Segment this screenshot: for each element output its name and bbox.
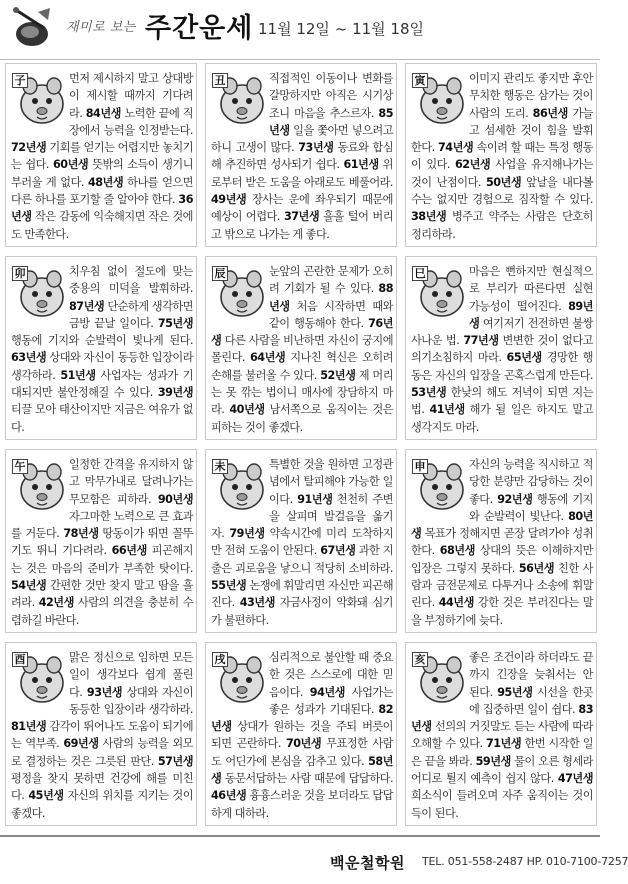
zodiac-cell xyxy=(205,642,397,826)
header-subtitle: 재미로 보는 xyxy=(66,20,136,35)
zodiac-cell xyxy=(5,642,197,826)
birth-year: 94년생 xyxy=(309,685,345,699)
birth-year: 87년생 xyxy=(69,299,105,313)
birth-year: 48년생 xyxy=(87,175,124,189)
page-footer xyxy=(0,835,628,884)
fortune-phrase: 간편한 것만 찾지 말고 땀을 흘려라. xyxy=(11,579,193,610)
fortune-phrase: 위로부터 받은 도움을 아래로도 베풀어라. xyxy=(211,158,393,189)
fortune-phrase: 가늘고 섬세한 것이 힘을 발휘한다. xyxy=(411,106,593,155)
fortune-phrase: 단순하게 생각하면 금방 끝날 일이다. xyxy=(69,299,193,330)
birth-year: 44년생 xyxy=(438,596,474,610)
fortune-phrase: 치우침 없이 절도에 맞는 중용의 미덕을 발휘하라. xyxy=(69,265,193,296)
fortune-phrase: 희소식이 들려오며 자주 움직이는 것이 득이 된다. xyxy=(411,789,593,820)
birth-year: 61년생 xyxy=(343,158,379,172)
fortune-phrase: 한낮의 해도 저녁이 되면 지는 법. xyxy=(411,386,593,417)
fortune-phrase: 친한 사람과 금전문제로 다투거나 소송에 휘말린다. xyxy=(411,561,593,610)
fortune-phrase: 자신의 위치를 지키는 것이 좋겠다. xyxy=(11,789,194,820)
fortune-phrase: 평정을 찾지 못하면 건강에 해를 미친다. xyxy=(11,772,193,803)
fortune-phrase: 기회를 얻기는 어렵지만 놓치기는 쉽다. xyxy=(11,141,193,172)
fortune-phrase: 논쟁에 휘말리면 자신만 피곤해진다. xyxy=(211,579,393,610)
zodiac-cell xyxy=(205,256,397,440)
birth-year: 72년생 xyxy=(11,141,47,155)
date-end: 11월 18일 xyxy=(352,20,425,38)
fortune-phrase: 속이려 할 때는 특정 행동이 있다. xyxy=(411,141,593,172)
fortune-phrase: 사업가는 좋은 성과가 기대된다. xyxy=(269,685,393,716)
birth-year: 49년생 xyxy=(211,193,247,207)
birth-year: 52년생 xyxy=(320,368,356,382)
zodiac-character: 巳 xyxy=(412,266,428,281)
zodiac-emblem xyxy=(210,263,268,321)
fortune-phrase: 여기저기 전전하면 불쌍사나운 법. xyxy=(411,316,593,348)
fortune-phrase: 물이 오른 형세라 어디로 튈지 예측이 쉽지 않다. xyxy=(411,754,593,786)
zodiac-cell xyxy=(205,449,397,633)
fortune-phrase: 작은 감동에 익숙해지면 작은 것에도 만족한다. xyxy=(11,210,193,241)
fortune-phrase: 선의의 거짓말도 듣는 사람에 따라 오해할 수 있다. xyxy=(411,720,593,751)
birth-year: 82년생 xyxy=(211,702,393,734)
birth-year: 91년생 xyxy=(297,492,333,506)
birth-year: 88년생 xyxy=(269,282,393,313)
ink-brush-icon xyxy=(8,4,56,50)
fortune-phrase: 상대가 원하는 것을 주되 버릇이 되면 곤란하다. xyxy=(211,720,393,751)
zodiac-emblem xyxy=(210,649,268,707)
date-separator: ~ xyxy=(334,20,348,38)
fortune-phrase: 행동에 기지와 순발력이 빛나게 된다. xyxy=(11,334,193,348)
fortune-phrase: 하나를 얻으면 다른 하나를 포기할 줄 알아야 한다. xyxy=(11,175,193,207)
zodiac-cell xyxy=(5,449,197,633)
birth-year: 51년생 xyxy=(60,368,96,382)
birth-year: 90년생 xyxy=(157,492,193,506)
fortune-phrase: 상대의 뜻은 이해하지만 입장은 그렇지 못하다. xyxy=(411,544,593,575)
fortune-phrase: 사람의 능력을 외모로 결정하는 것은 그릇된 판단. xyxy=(11,737,193,768)
fortune-phrase: 좋은 조건이라 하더라도 끝까지 긴장을 늦춰서는 안 된다. xyxy=(469,651,593,699)
fortune-phrase: 경망한 행동은 자신의 입장을 곤혹스럽게 만든다. xyxy=(411,351,593,382)
fortune-phrase: 시선을 한곳에 집중하면 일이 쉽다. xyxy=(469,685,593,716)
zodiac-character: 亥 xyxy=(412,652,428,667)
fortune-phrase: 처음 시작하면 때와 같이 행동해야 한다. xyxy=(269,299,393,330)
fortune-phrase: 남서쪽으로 움직이는 것은 피하는 것이 좋겠다. xyxy=(211,403,393,434)
birth-year: 65년생 xyxy=(506,351,542,365)
birth-year: 80년생 xyxy=(411,509,593,541)
fortune-phrase: 뜻밖의 소득이 생기니 부러울 게 없다. xyxy=(11,158,194,189)
fortune-phrase: 땅동이가 뛰면 꼴뚜기도 뛰니 기다려라. xyxy=(11,527,193,558)
fortune-phrase: 지나친 혁신은 오히려 손해를 불러올 수 있다. xyxy=(211,351,393,382)
fortune-phrase: 자신의 능력을 직시하고 적당한 분량만 감당하는 것이 좋다. xyxy=(469,458,593,506)
birth-year: 81년생 xyxy=(11,720,47,734)
fortune-phrase: 행동에 기지와 순발력이 빛난다. xyxy=(469,492,593,523)
fortune-phrase: 눈앞의 곤란한 문제가 오히려 기회가 될 수 있다. xyxy=(269,265,393,296)
birth-year: 86년생 xyxy=(532,106,568,120)
birth-year: 93년생 xyxy=(86,685,123,699)
zodiac-character: 午 xyxy=(12,459,28,474)
page-header xyxy=(0,0,600,60)
zodiac-character: 戌 xyxy=(212,652,228,667)
fortune-phrase: 직접적인 이동이나 변화를 갈망하지만 아직은 시기상조니 마음을 추스르자. xyxy=(269,72,393,120)
fortune-phrase: 다른 사람을 비난하면 자신이 궁지에 몰린다. xyxy=(211,334,393,365)
birth-year: 60년생 xyxy=(53,158,89,172)
birth-year: 36년생 xyxy=(11,193,193,224)
fortune-phrase: 동료와 합심해 추진하면 성사되기 쉽다. xyxy=(211,141,393,172)
birth-year: 63년생 xyxy=(11,351,47,365)
birth-year: 67년생 xyxy=(320,544,356,558)
zodiac-character: 申 xyxy=(412,459,428,474)
fortune-phrase: 앞날을 내다볼 수는 없지만 경험으로 짐작할 수 있다. xyxy=(411,175,593,207)
birth-year: 46년생 xyxy=(211,789,247,803)
fortune-phrase: 약속시간에 미리 도착하지만 전혀 도움이 안된다. xyxy=(211,527,393,558)
zodiac-character: 辰 xyxy=(212,266,228,281)
zodiac-character: 卯 xyxy=(12,266,28,281)
birth-year: 50년생 xyxy=(485,175,522,189)
date-start: 11월 12일 xyxy=(258,20,330,38)
zodiac-character: 子 xyxy=(12,73,28,88)
fortune-phrase: 특별한 것을 원하면 고정관념에서 탈피해야 가능한 일이다. xyxy=(269,458,393,506)
fortune-phrase: 상대와 자신이 동등한 입장이라 생각하라. xyxy=(11,351,193,382)
birth-year: 41년생 xyxy=(429,403,465,417)
zodiac-emblem xyxy=(410,70,468,128)
birth-year: 84년생 xyxy=(85,106,121,120)
zodiac-emblem xyxy=(10,649,68,707)
birth-year: 74년생 xyxy=(438,141,474,155)
fortune-phrase: 심리적으로 불안할 때 중요한 것은 스스로에 대한 믿음이다. xyxy=(269,651,393,699)
birth-year: 37년생 xyxy=(283,210,320,224)
zodiac-cell xyxy=(405,449,597,633)
fortune-phrase: 피곤해지는 것은 마음의 준비가 부족한 탓이다. xyxy=(11,544,193,575)
birth-year: 85년생 xyxy=(269,106,393,137)
fortune-phrase: 병주고 약주는 사람은 단호히 정리하라. xyxy=(411,210,593,241)
fortune-phrase: 강한 것은 부러진다는 말을 부정하기에 늦다. xyxy=(411,596,593,627)
birth-year: 56년생 xyxy=(518,561,555,575)
fortune-phrase: 먼저 제시하지 말고 상대방이 제시할 때까지 기다려라. xyxy=(69,72,193,120)
fortune-phrase: 이미지 관리도 좋지만 후안무치한 행동은 삼가는 것이 사람의 도리. xyxy=(469,72,593,120)
fortune-phrase: 한번 시작한 일은 끝을 봐라. xyxy=(411,737,593,768)
birth-year: 58년생 xyxy=(211,754,393,786)
fortune-phrase: 사업을 유지해나가는 것이 난점이다. xyxy=(411,158,593,189)
zodiac-emblem xyxy=(210,70,268,128)
birth-year: 45년생 xyxy=(28,789,64,803)
fortune-phrase: 맑은 정신으로 임하면 모든 일이 생각보다 쉽게 풀린다. xyxy=(69,651,193,699)
fortune-phrase: 일정한 간격을 유지하지 않고 막무가내로 달려나가는 무모함은 피하라. xyxy=(69,458,193,506)
birth-year: 55년생 xyxy=(211,579,247,593)
zodiac-emblem xyxy=(410,456,468,514)
fortune-phrase: 과한 지출은 괴로움을 낳으니 적당히 소비하라. xyxy=(211,544,393,575)
fortune-phrase: 자금사정이 악화돼 심기가 불편하다. xyxy=(211,596,393,627)
zodiac-character: 寅 xyxy=(412,73,428,88)
zodiac-character: 未 xyxy=(212,459,228,474)
zodiac-cell xyxy=(405,256,597,440)
fortune-phrase: 변변한 것이 없다고 의기소침하지 마라. xyxy=(411,334,593,365)
fortune-phrase: 자그마한 노력으로 큰 효과를 거둔다. xyxy=(11,509,193,541)
birth-year: 68년생 xyxy=(439,544,475,558)
fortune-phrase: 흘흘 털어 버리고 밖으로 나가는 게 좋다. xyxy=(211,210,394,241)
birth-year: 43년생 xyxy=(239,596,275,610)
zodiac-emblem xyxy=(10,70,68,128)
zodiac-cell xyxy=(405,63,597,247)
birth-year: 89년생 xyxy=(469,299,593,330)
fortune-phrase: 무표정한 사람도 어딘가에 본심을 감추고 있다. xyxy=(211,737,393,768)
birth-year: 57년생 xyxy=(157,754,193,768)
footer-contact: TEL. 051-558-2487 HP. 010-7100-7257 xyxy=(422,855,628,868)
birth-year: 59년생 xyxy=(475,754,511,768)
zodiac-emblem xyxy=(410,649,468,707)
birth-year: 42년생 xyxy=(38,596,74,610)
fortune-phrase: 목표가 정해지면 곧장 달려가야 성취한다. xyxy=(411,527,593,558)
zodiac-character: 丑 xyxy=(212,73,228,88)
zodiac-cell xyxy=(5,256,197,440)
fortune-phrase: 장사는 운에 좌우되기 때문에 예상이 어렵다. xyxy=(211,193,393,224)
footer-name: 백운철학원 xyxy=(330,854,405,872)
birth-year: 78년생 xyxy=(63,527,99,541)
fortune-phrase: 사업자는 성과가 기대되지만 불안정해질 수 있다. xyxy=(11,368,193,400)
fortune-phrase: 천천히 주변을 살피며 발걸음을 옮기자. xyxy=(211,492,393,541)
fortune-phrase: 일을 쫓아먼 넣으려고 하니 고생이 많다. xyxy=(211,123,393,155)
birth-year: 83년생 xyxy=(411,702,593,734)
birth-year: 75년생 xyxy=(157,316,193,330)
birth-year: 73년생 xyxy=(298,141,334,155)
header-title: 주간운세 xyxy=(145,13,254,44)
birth-year: 47년생 xyxy=(557,772,593,786)
birth-year: 38년생 xyxy=(411,210,447,224)
fortune-phrase: 상대와 자신이 동등한 입장이라 생각하라. xyxy=(69,685,193,716)
fortune-phrase: 노력한 끝에 직장에서 능력을 인정받는다. xyxy=(69,106,193,137)
birth-year: 70년생 xyxy=(285,737,322,751)
zodiac-cell xyxy=(205,63,397,247)
date-range xyxy=(258,18,424,39)
birth-year: 40년생 xyxy=(229,403,265,417)
birth-year: 69년생 xyxy=(63,737,99,751)
birth-year: 62년생 xyxy=(455,158,491,172)
birth-year: 66년생 xyxy=(111,544,147,558)
fortune-phrase: 해가 될 일은 하지도 말고 생각지도 마라. xyxy=(411,403,594,434)
birth-year: 79년생 xyxy=(229,527,265,541)
zodiac-emblem xyxy=(210,456,268,514)
fortune-phrase: 제 머리는 못 깎는 법이니 매사에 장담하지 마라. xyxy=(211,368,393,417)
birth-year: 64년생 xyxy=(250,351,286,365)
birth-year: 76년생 xyxy=(211,316,393,348)
birth-year: 92년생 xyxy=(497,492,533,506)
fortune-phrase: 사람의 의견을 충분히 수렴하길 바란다. xyxy=(11,596,193,627)
zodiac-emblem xyxy=(10,456,68,514)
birth-year: 95년생 xyxy=(497,685,533,699)
birth-year: 39년생 xyxy=(157,386,193,400)
fortune-phrase: 감각이 뛰어나도 도움이 되기에는 역부족. xyxy=(11,720,193,751)
fortune-phrase: 동문서답하는 사람 때문에 답답하다. xyxy=(221,772,393,786)
birth-year: 71년생 xyxy=(485,737,522,751)
zodiac-cell xyxy=(5,63,197,247)
zodiac-character: 酉 xyxy=(12,652,28,667)
fortune-phrase: 흉흉스러운 것을 보더라도 답답하게 대하라. xyxy=(211,789,393,820)
zodiac-cell xyxy=(405,642,597,826)
fortune-grid xyxy=(5,63,597,828)
birth-year: 54년생 xyxy=(11,579,47,593)
birth-year: 77년생 xyxy=(463,334,499,348)
zodiac-emblem xyxy=(410,263,468,321)
zodiac-emblem xyxy=(10,263,68,321)
fortune-phrase: 마음은 뻔하지만 현실적으로 부리가 따른다면 실현 가능성이 떨어진다. xyxy=(469,265,593,313)
fortune-phrase: 티끌 모아 태산이지만 지금은 여유가 없다. xyxy=(11,403,193,434)
birth-year: 53년생 xyxy=(411,386,447,400)
